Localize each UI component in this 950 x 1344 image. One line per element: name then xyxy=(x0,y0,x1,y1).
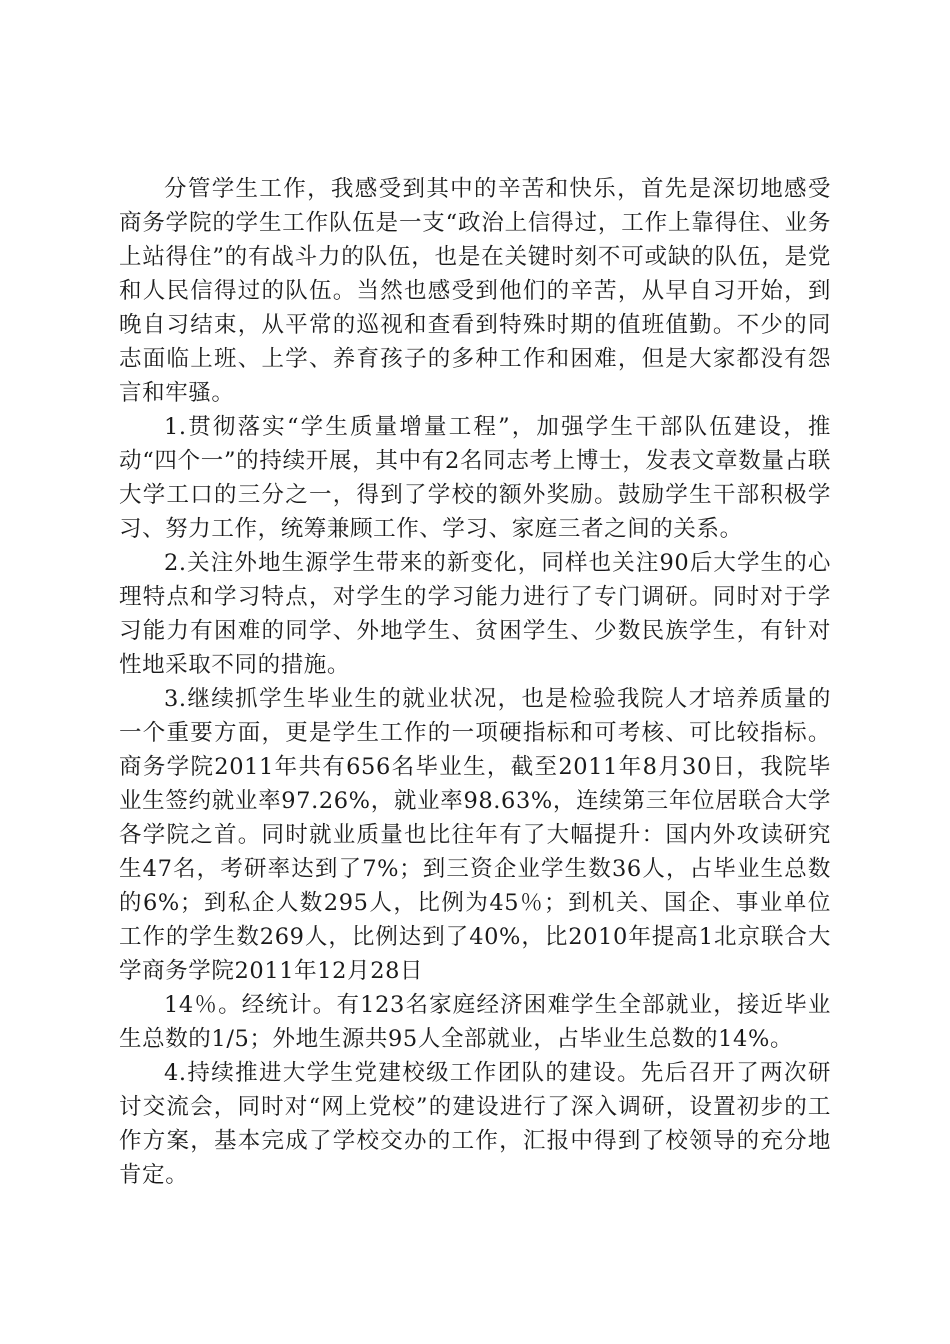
paragraph-item-3-continued: 14％。经统计。有123名家庭经济困难学生全部就业，接近毕业生总数的1/5；外地生源共95人全部就业，占毕业生总数的14%。 xyxy=(119,992,831,1052)
document-page xyxy=(119,172,831,1192)
paragraph-intro: 分管学生工作，我感受到其中的辛苦和快乐，首先是深切地感受商务学院的学生工作队伍是一支“政治上信得过，工作上靠得住、业务上站得住”的有战斗力的队伍，也是在关键时刻不可或缺的队伍，是党和人民信得过的队伍。当然也感受到他们的辛苦，从早自习开始，到晚自习结束，从平常的巡视和查看到特殊时期的值班值勤。不少的同志面临上班、上学、养育孩子的多种工作和困难，但是大家都没有怨言和牢骚。 xyxy=(119,176,831,406)
paragraph-item-2: 2.关注外地生源学生带来的新变化，同样也关注90后大学生的心理特点和学习特点，对学生的学习能力进行了专门调研。同时对于学习能力有困难的同学、外地学生、贫困学生、少数民族学生，有针对性地采取不同的措施。 xyxy=(119,550,831,678)
paragraph-item-3: 3.继续抓学生毕业生的就业状况，也是检验我院人才培养质量的一个重要方面，更是学生工作的一项硬指标和可考核、可比较指标。商务学院2011年共有656名毕业生，截至2011年8月30日，我院毕业生签约就业率97.26%，就业率98.63%，连续第三年位居联合大学各学院之首。同时就业质量也比往年有了大幅提升：国内外攻读研究生47名，考研率达到了7%；到三资企业学生数36人，占毕业生总数的6%；到私企人数295人，比例为45％；到机关、国企、事业单位工作的学生数269人，比例达到了40%，比2010年提高1北京联合大学商务学院2011年12月28日 xyxy=(119,686,831,984)
paragraph-item-4: 4.持续推进大学生党建校级工作团队的建设。先后召开了两次研讨交流会，同时对“网上党校”的建设进行了深入调研，设置初步的工作方案，基本完成了学校交办的工作，汇报中得到了校领导的充分地肯定。 xyxy=(119,1060,831,1188)
paragraph-item-1: 1.贯彻落实“学生质量增量工程”，加强学生干部队伍建设，推动“四个一”的持续开展，其中有2名同志考上博士，发表文章数量占联大学工口的三分之一，得到了学校的额外奖励。鼓励学生干部积极学习、努力工作，统筹兼顾工作、学习、家庭三者之间的关系。 xyxy=(119,414,831,542)
